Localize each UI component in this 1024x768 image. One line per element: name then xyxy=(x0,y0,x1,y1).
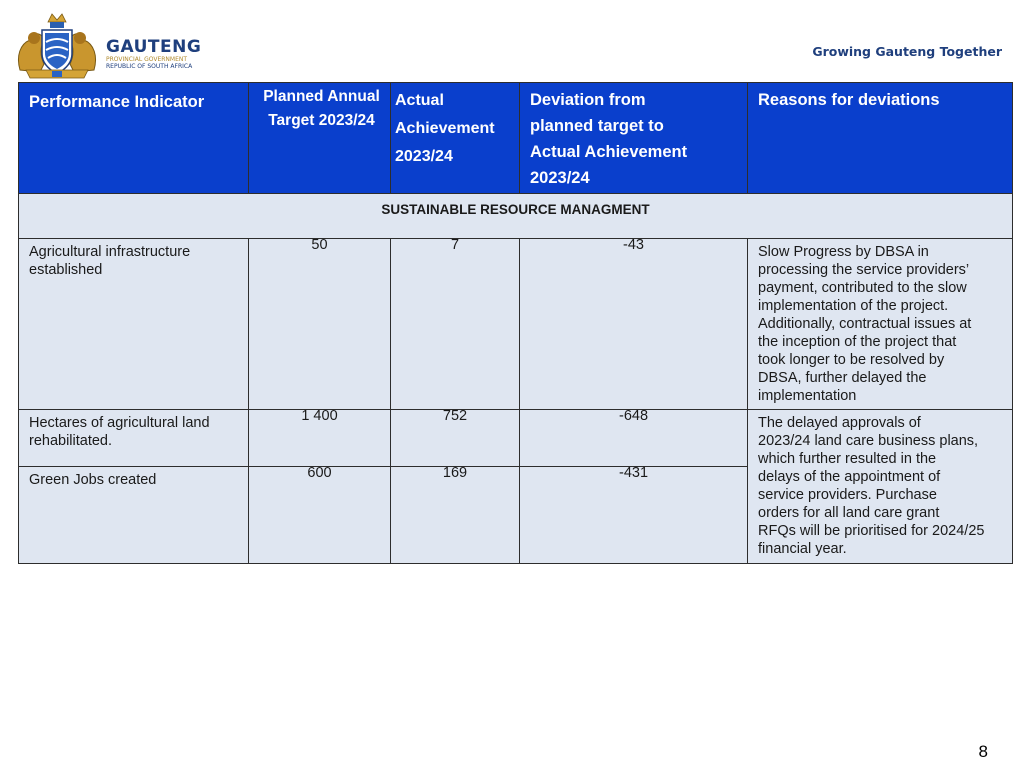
cell-deviation: -43 xyxy=(520,239,748,410)
col-header-actual-line3: 2023/24 xyxy=(395,148,453,165)
reason-line: implementation of the project. xyxy=(758,298,949,314)
cell-deviation: -648 xyxy=(520,410,748,467)
cell-actual: 7 xyxy=(391,239,520,410)
indicator-line: Hectares of agricultural land xyxy=(29,415,210,431)
reason-line: service providers. Purchase xyxy=(758,487,937,503)
reason-line: RFQs will be prioritised for 2024/25 xyxy=(758,523,985,539)
reason-line: which further resulted in the xyxy=(758,451,937,467)
indicator-line: established xyxy=(29,262,103,278)
cell-actual: 752 xyxy=(391,410,520,467)
reason-line: delays of the appointment of xyxy=(758,469,941,485)
col-header-deviation xyxy=(520,83,748,194)
section-row xyxy=(19,194,1013,239)
cell-indicator xyxy=(19,239,249,410)
col-header-actual-line2: Achievement xyxy=(395,120,495,137)
col-header-deviation-line1: Deviation from xyxy=(530,91,646,109)
col-header-indicator: Performance Indicator xyxy=(19,83,249,194)
page-number: 8 xyxy=(978,742,988,761)
cell-indicator xyxy=(19,410,249,467)
table-row xyxy=(19,410,1013,467)
cell-planned: 600 xyxy=(249,467,391,564)
reason-line: DBSA, further delayed the xyxy=(758,370,927,386)
cell-reason-shared xyxy=(748,410,1013,564)
section-title: SUSTAINABLE RESOURCE MANAGMENT xyxy=(19,194,1013,239)
reason-line: payment, contributed to the slow xyxy=(758,280,967,296)
cell-deviation: -431 xyxy=(520,467,748,564)
reason-line: financial year. xyxy=(758,541,847,557)
reason-line: The delayed approvals of xyxy=(758,415,921,431)
coat-of-arms-icon xyxy=(10,12,104,80)
reason-line: Additionally, contractual issues at xyxy=(758,316,972,332)
reason-line: Slow Progress by DBSA in xyxy=(758,244,929,260)
col-header-planned-line2: Target 2023/24 xyxy=(268,112,375,129)
cell-reason xyxy=(748,239,1013,410)
col-header-reasons: Reasons for deviations xyxy=(748,83,1013,194)
col-header-actual-line1: Actual xyxy=(395,92,444,109)
indicator-line: rehabilitated. xyxy=(29,433,113,449)
reason-line: implementation xyxy=(758,388,857,404)
gauteng-logo xyxy=(8,12,208,80)
performance-table xyxy=(18,82,1013,564)
col-header-deviation-line3: Actual Achievement xyxy=(530,143,688,161)
reason-line: took longer to be resolved by xyxy=(758,352,945,368)
cell-planned: 50 xyxy=(249,239,391,410)
logo-subtitle: PROVINCIAL GOVERNMENT xyxy=(106,56,188,63)
col-header-actual xyxy=(391,83,520,194)
logo-title: GAUTENG xyxy=(106,37,202,57)
cell-planned: 1 400 xyxy=(249,410,391,467)
cell-indicator xyxy=(19,467,249,564)
reason-line: orders for all land care grant xyxy=(758,505,940,521)
col-header-deviation-line2: planned target to xyxy=(530,117,664,135)
col-header-deviation-line4: 2023/24 xyxy=(530,169,590,187)
table-header-row xyxy=(19,83,1013,194)
col-header-planned-line1: Planned Annual xyxy=(263,88,380,105)
cell-actual: 169 xyxy=(391,467,520,564)
col-header-planned xyxy=(249,83,391,194)
indicator-line: Green Jobs created xyxy=(29,472,157,488)
logo-country: REPUBLIC OF SOUTH AFRICA xyxy=(106,63,193,70)
tagline: Growing Gauteng Together xyxy=(812,44,1002,59)
reason-line: the inception of the project that xyxy=(758,334,957,350)
indicator-line: Agricultural infrastructure xyxy=(29,244,191,260)
reason-line: 2023/24 land care business plans, xyxy=(758,433,979,449)
table-row xyxy=(19,239,1013,410)
reason-line: processing the service providers’ xyxy=(758,262,970,278)
